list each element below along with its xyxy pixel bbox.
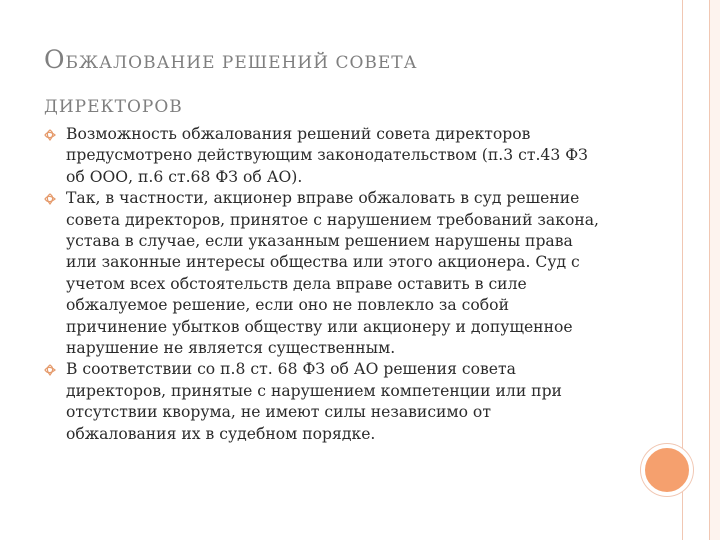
bullet-text: Так, в частности, акционер вправе обжаловать в суд решение совета директоров, принятое с нарушением требований закона, устава в случае, если указанным решением нарушены права или законные интересы общества или этого акционера. Суд с учетом всех обстоятельств дела вправе оставить в силе обжалуемое решение, если оно не повлекло за собой причинение убытков обществу или акционеру и допущенное нарушение не является существенным. <box>66 189 600 358</box>
ornamental-bullet-icon <box>44 193 56 205</box>
bullet-item <box>44 359 604 445</box>
right-border-fill <box>710 0 720 540</box>
bullet-text: Возможность обжалования решений совета директоров предусмотрено действующим законодательством (п.3 ст.43 ФЗ об ООО, п.6 ст.68 ФЗ об АО). <box>66 125 588 186</box>
bullet-text: В соответствии со п.8 ст. 68 ФЗ об АО решения совета директоров, принятые с нарушением компетенции или при отсутствии кворума, не имеют силы независимо от обжалования их в судебном порядке. <box>66 360 562 443</box>
slide-title <box>44 38 564 126</box>
decorative-circle <box>641 444 693 496</box>
title-line2: ДИРЕКТОРОВ <box>44 97 183 117</box>
title-line1: БЖАЛОВАНИЕ РЕШЕНИЙ СОВЕТА <box>65 53 418 73</box>
bullet-item <box>44 124 604 188</box>
title-initial: О <box>44 45 66 74</box>
bullet-item <box>44 188 604 359</box>
bullet-list <box>44 124 604 445</box>
ornamental-bullet-icon <box>44 364 56 376</box>
ornamental-bullet-icon <box>44 129 56 141</box>
